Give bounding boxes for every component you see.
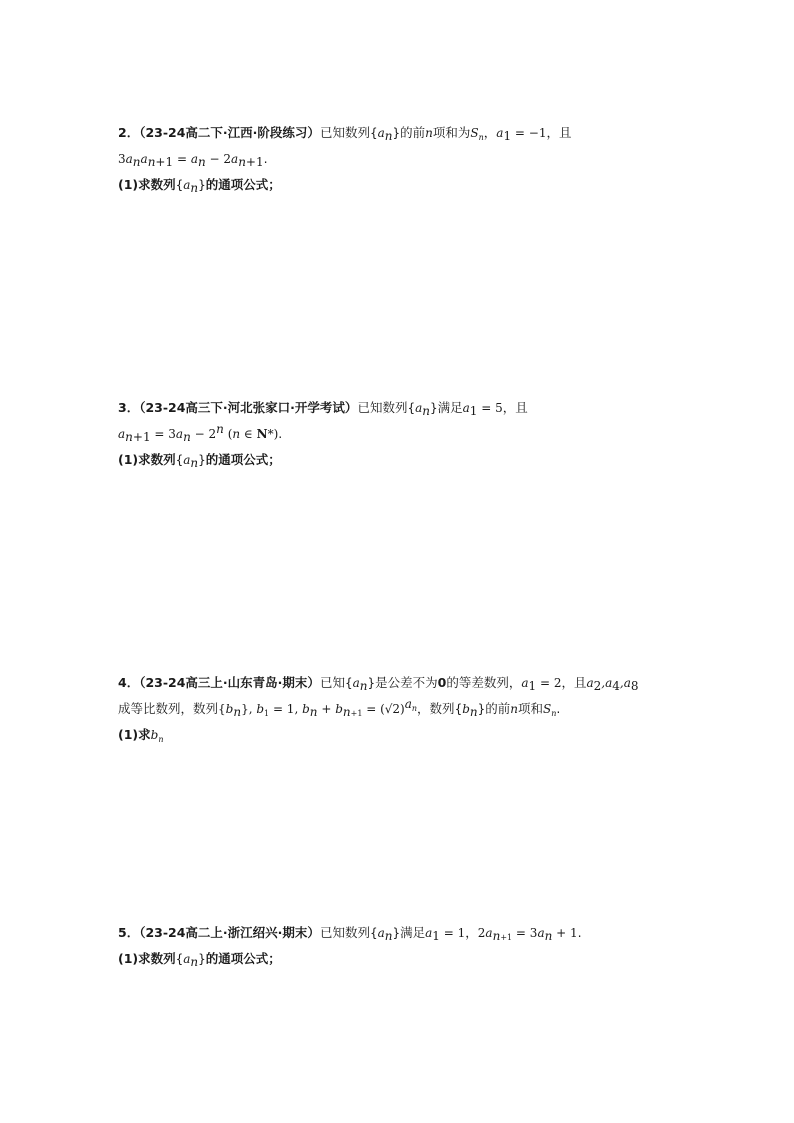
problem-source: （23-24高二下·江西·阶段练习）	[139, 125, 320, 140]
sum-s-n: $S_n$	[543, 702, 557, 718]
initial-term: $a_1$	[462, 401, 478, 418]
problem-5-line-1: 5．（23-24高二上·浙江绍兴·期末）已知数列$\{a_n\}$满足$a_1 = 1$，$2a_{n+1} = 3a_n + 1$.	[118, 925, 582, 943]
sequence-b-n-def: $\{b_n\}$, $b_1 = 1$, $b_n + b_{n+1} = (√2)^{a_n}$	[218, 697, 418, 719]
sequence-a-n: $\{a_n\}$	[344, 676, 376, 693]
problem-3-line-2: $a_{n+1} = 3a_n - 2^n$ (n ∈ N*).	[118, 422, 283, 444]
problem-4	[118, 670, 718, 748]
problem-3	[118, 395, 718, 473]
problem-source: （23-24高三下·河北张家口·开学考试）	[139, 400, 358, 415]
problem-4-question-1: (1)求$b_n$	[118, 727, 164, 744]
problem-source: （23-24高三上·山东青岛·期末）	[139, 675, 320, 690]
sum-s-n: $S_n$	[470, 126, 484, 142]
recurrence-formula: $3a_na_{n+1} = a_n - 2a_{n+1}$	[118, 152, 264, 169]
problem-number: 2．	[118, 125, 140, 140]
terms-a2-a4-a8: $a_2,a_4,a_8$	[586, 676, 639, 693]
problem-3-line-1: 3．（23-24高三下·河北张家口·开学考试）已知数列$\{a_n\}$满足$a_1 = 5$，且	[118, 400, 528, 418]
problem-2-question-1: (1)求数列$\{a_n\}$的通项公式；	[118, 177, 281, 195]
problem-2-line-1: 2．（23-24高二下·江西·阶段练习）已知数列$\{a_n\}$的前n项和为$S_n$，$a_1 = -1$，且	[118, 125, 572, 143]
problem-number: 3．	[118, 400, 140, 415]
initial-term: $a_1$	[521, 676, 537, 693]
initial-term: $a_1$	[425, 926, 440, 943]
sequence-a-n: $\{a_n\}$	[407, 401, 438, 418]
sequence-a-n: $\{a_n\}$	[369, 126, 401, 143]
recurrence-formula: $2a_{n+1} = 3a_n + 1$	[477, 926, 578, 943]
initial-term: $a_1$	[496, 126, 512, 143]
problem-4-line-2: 成等比数列，数列$\{b_n\}$, $b_1 = 1$, $b_n + b_{n+1} = (√2)^{a_n}$，数列$\{b_n\}$的前n项和$S_n$.	[118, 697, 561, 719]
problem-number: 4．	[118, 675, 140, 690]
recurrence-formula: $a_{n+1} = 3a_n - 2^n$ (n ∈ N*)	[118, 422, 279, 444]
problem-source: （23-24高二上·浙江绍兴·期末）	[139, 925, 320, 940]
problem-2-line-2: $3a_na_{n+1} = a_n - 2a_{n+1}$.	[118, 151, 268, 169]
problem-3-question-1: (1)求数列$\{a_n\}$的通项公式；	[118, 452, 281, 470]
problem-2	[118, 120, 718, 198]
sequence-a-n: $\{a_n\}$	[369, 926, 401, 943]
problem-5	[118, 920, 718, 972]
problem-number: 5．	[118, 925, 140, 940]
problem-4-line-1: 4．（23-24高三上·山东青岛·期末）已知$\{a_n\}$是公差不为0的等差数列，$a_1 = 2$，且$a_2,a_4,a_8$	[118, 675, 639, 693]
problem-5-question-1: (1)求数列$\{a_n\}$的通项公式；	[118, 951, 281, 969]
